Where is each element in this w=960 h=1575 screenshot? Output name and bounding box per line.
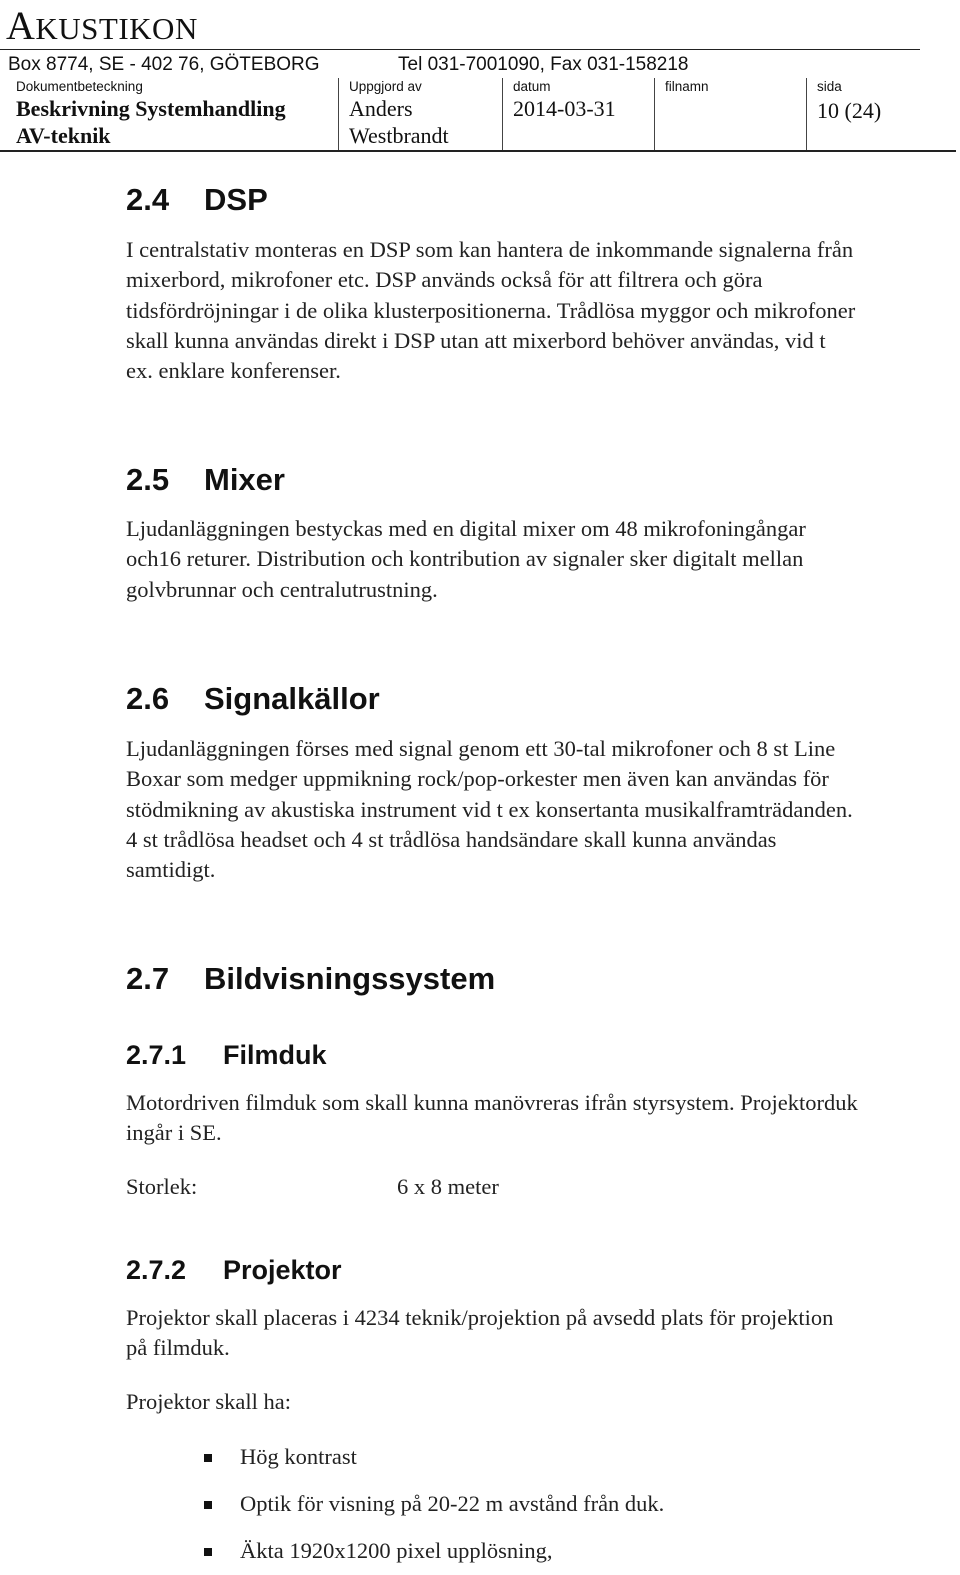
date-label: datum <box>513 79 551 94</box>
text-line: samtidigt. <box>126 857 216 883</box>
screen-size-value: 6 x 8 meter <box>397 1174 499 1199</box>
author-label: Uppgjord av <box>349 79 422 94</box>
bullet-square-icon <box>204 1548 212 1556</box>
bullet-square-icon <box>204 1501 212 1509</box>
section-text-dsp <box>126 235 956 386</box>
text-line: ex. enklare konferenser. <box>126 358 341 384</box>
page-number: 10 (24) <box>817 98 882 123</box>
filename-label: filnamn <box>665 79 709 94</box>
text-line: på filmduk. <box>126 1335 230 1361</box>
author-line1: Anders <box>349 96 413 121</box>
text-line: Motordriven filmduk som skall kunna manövreras ifrån styrsystem. Projektorduk <box>126 1090 858 1115</box>
doc-designation-cell <box>16 78 340 150</box>
section-text-signal-sources <box>126 734 956 885</box>
company-address: Box 8774, SE - 402 76, GÖTEBORG <box>8 54 320 75</box>
text-line: stödmikning av akustiska instrument vid t ex konsertanta musikalframträdanden. <box>126 796 853 822</box>
section-heading-display-system: 2.7 Bildvisningssystem <box>126 961 496 996</box>
text-line: mixerbord, mikrofoner etc. DSP används också för att filtrera och göra <box>126 267 763 293</box>
text-line: I centralstativ monteras en DSP som kan hantera de inkommande signalerna från <box>126 237 854 262</box>
logo-initial: A <box>6 3 36 48</box>
text-line: golvbrunnar och centralutrustning. <box>126 576 438 602</box>
text-line: skall kunna användas direkt i DSP utan att mixerbord behöver användas, vid t <box>126 327 826 353</box>
text-line: Projektor skall placeras i 4234 teknik/projektion på avsedd plats för projektion <box>126 1305 834 1330</box>
section-heading-mixer: 2.5 Mixer <box>126 462 285 497</box>
text-line: Boxar som medger uppmikning rock/pop-orkester men även kan användas för <box>126 766 829 792</box>
filename-cell <box>654 78 805 150</box>
list-item-text: Hög kontrast <box>240 1444 357 1469</box>
text-line: ingår i SE. <box>126 1120 222 1146</box>
date-cell <box>502 78 653 150</box>
logo-rest: KUSTIKON <box>35 11 198 46</box>
document-info-table <box>0 78 956 152</box>
bullet-square-icon <box>204 1454 212 1462</box>
projector-requirements-intro: Projektor skall ha: <box>126 1389 291 1414</box>
doc-designation-line2: AV-teknik <box>16 123 111 148</box>
date-value: 2014-03-31 <box>513 96 616 121</box>
list-item-text: Äkta 1920x1200 pixel upplösning, <box>240 1538 553 1563</box>
section-heading-dsp: 2.4 DSP <box>126 182 268 217</box>
header-rule <box>0 49 920 50</box>
subsection-text-projector <box>126 1303 956 1364</box>
author-cell <box>338 78 501 150</box>
list-item-text: Optik för visning på 20-22 m avstånd från duk. <box>240 1491 665 1516</box>
company-phone: Tel 031-7001090, Fax 031-158218 <box>398 54 689 75</box>
doc-designation-line1: Beskrivning Systemhandling <box>16 96 286 121</box>
subsection-heading-projector: 2.7.2 Projektor <box>126 1255 342 1285</box>
page-label: sida <box>817 79 842 94</box>
text-line: tidsfördröjningar i de olika klusterpositionerna. Trådlösa myggor och mikrofoner <box>126 297 856 323</box>
subsection-text-screen <box>126 1088 956 1149</box>
screen-size-label: Storlek: <box>126 1174 198 1199</box>
section-text-mixer <box>126 514 956 605</box>
page-cell <box>806 78 957 150</box>
section-heading-signal-sources: 2.6 Signalkällor <box>126 681 380 716</box>
text-line: Ljudanläggningen bestyckas med en digital mixer om 48 mikrofoningångar <box>126 516 806 541</box>
author-line2: Westbrandt <box>349 123 449 148</box>
doc-designation-label: Dokumentbeteckning <box>16 79 143 94</box>
company-logo <box>6 2 198 49</box>
text-line: Ljudanläggningen förses med signal genom ett 30-tal mikrofoner och 8 st Line <box>126 736 836 761</box>
subsection-heading-screen: 2.7.1 Filmduk <box>126 1040 327 1070</box>
text-line: 4 st trådlösa headset och 4 st trådlösa handsändare skall kunna användas <box>126 826 777 852</box>
text-line: och16 returer. Distribution och kontribution av signaler sker digitalt mellan <box>126 546 804 572</box>
